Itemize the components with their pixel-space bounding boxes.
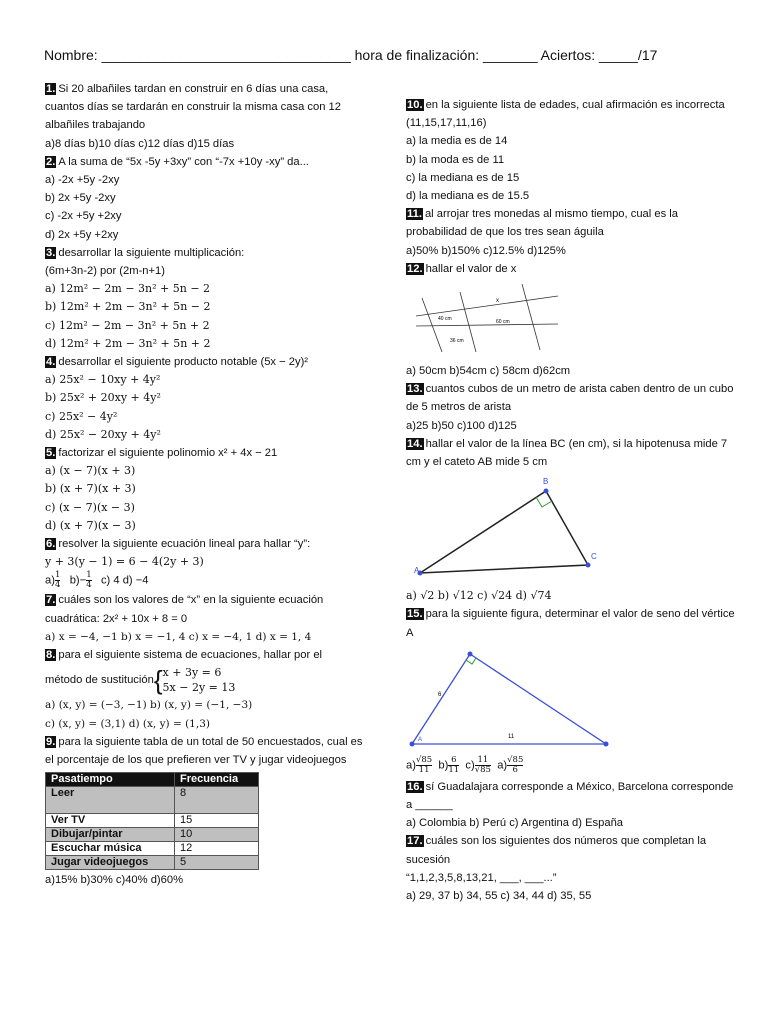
question-number: 1. xyxy=(46,83,56,95)
question-text-2: método de sustitución xyxy=(45,674,154,687)
option-b: b) 25x² + 20xy + 4y² xyxy=(45,391,161,405)
table-cell: Dibujar/pintar xyxy=(46,828,175,842)
question-number: 15. xyxy=(407,608,423,621)
option-c: c) 25x² − 4y² xyxy=(45,409,118,423)
options: a) Colombia b) Perú c) Argentina d) España xyxy=(406,817,624,830)
label-36cm: 36 cm xyxy=(450,338,464,345)
column-header: Frecuencia xyxy=(175,773,259,787)
question-10 xyxy=(406,96,736,132)
question-text: sí Guadalajara corresponde a México, Barcelona corresponde a ______ xyxy=(406,780,734,812)
denominator: 6 xyxy=(512,764,518,775)
numerator: √85 xyxy=(415,754,433,765)
triangle-figure xyxy=(408,644,618,754)
options: a) x = −4, −1 b) x = −1, 4 c) x = −4, 1 d) x = 1, 4 xyxy=(45,630,312,643)
option-a: a) 25x² − 10xy + 4y² xyxy=(45,373,161,387)
table-cell: 10 xyxy=(175,828,259,842)
survey-table xyxy=(45,772,259,870)
option-a: a) la media es de 14 xyxy=(406,135,508,148)
question-text: para el siguiente sistema de ecuaciones, hallar por el xyxy=(58,649,323,662)
option-b: b) 12m² + 2m − 3n² + 5n − 2 xyxy=(45,300,211,314)
options-ab: a) (x, y) = (−3, −1) b) (x, y) = (−1, −3) xyxy=(45,699,253,712)
options-cd: c) (x, y) = (3,1) d) (x, y) = (1,3) xyxy=(45,717,210,730)
question-17 xyxy=(406,832,736,868)
option-d: d) 2x +5y +2xy xyxy=(45,228,119,241)
question-text: cuantos cubos de un metro de arista caben dentro de un cubo de 5 metros de arista xyxy=(406,383,734,414)
question-7 xyxy=(45,591,367,627)
sequence: “1,1,2,3,5,8,13,21, ___, ___...” xyxy=(406,871,557,884)
option-c: c) -2x +5y +2xy xyxy=(45,210,122,223)
options-rest: c) 4 d) −4 xyxy=(100,574,149,587)
fraction xyxy=(448,756,459,775)
option-a-label: a) xyxy=(45,574,55,587)
question-text: desarrollar la siguiente multiplicación: xyxy=(58,246,245,259)
question-number: 13. xyxy=(407,383,423,396)
question-16 xyxy=(406,778,736,814)
numerator: 11 xyxy=(475,756,491,766)
table-cell: 5 xyxy=(175,856,259,870)
right-column xyxy=(406,96,736,905)
numerator: 6 xyxy=(448,756,459,766)
vertex-b-label: B xyxy=(543,477,549,487)
label-40cm: 40 cm xyxy=(438,316,452,323)
table-cell: 8 xyxy=(175,787,259,814)
question-number: 9. xyxy=(46,735,56,748)
table-row xyxy=(46,814,259,828)
question-3 xyxy=(45,244,367,262)
options: a)15% b)30% c)40% d)60% xyxy=(45,874,184,887)
question-number: 5. xyxy=(46,447,56,460)
question-number: 11. xyxy=(407,208,422,221)
option-a-label: a) xyxy=(406,759,416,772)
question-number: 16. xyxy=(407,780,423,793)
question-1 xyxy=(45,80,367,135)
question-text: al arrojar tres monedas al mismo tiempo, cual es la probabilidad de que los tres sean águila xyxy=(406,208,679,239)
option-d: d) 12m² + 2m − 3n² + 5n + 2 xyxy=(45,336,211,350)
option-c: c) 12m² − 2m − 3n² + 5n + 2 xyxy=(45,318,210,332)
label-x: x xyxy=(496,298,499,305)
option-c: c) (x − 7)(x − 3) xyxy=(45,500,135,514)
option-b-label: b)− xyxy=(69,574,87,587)
option-a: a) -2x +5y -2xy xyxy=(45,174,120,187)
question-number: 6. xyxy=(46,538,56,551)
question-number: 8. xyxy=(46,649,56,662)
question-number: 12. xyxy=(407,262,423,275)
question-15 xyxy=(406,605,736,641)
table-cell: Jugar videojuegos xyxy=(46,856,175,870)
question-number: 17. xyxy=(407,835,423,848)
table-row xyxy=(46,787,259,814)
options: a) √2 b) √12 c) √24 d) √74 xyxy=(406,589,552,603)
denominator: 4 xyxy=(54,580,61,591)
option-d: d) (x + 7)(x − 3) xyxy=(45,518,136,532)
question-8 xyxy=(45,646,367,664)
table-row xyxy=(46,856,259,870)
left-column xyxy=(45,80,367,889)
options: a) 50cm b)54cm c) 58cm d)62cm xyxy=(406,365,571,378)
question-text: Si 20 albañiles tardan en construir en 6 días una casa, cuantos días se tardarán en construir la misma casa con 12 albañiles trabajando xyxy=(45,83,341,132)
fraction xyxy=(507,756,523,775)
option-a: a) 12m² − 2m − 3n² + 5n − 2 xyxy=(45,282,211,296)
table-cell: 15 xyxy=(175,814,259,828)
denominator: 11 xyxy=(448,764,460,775)
fraction xyxy=(475,756,491,775)
question-11 xyxy=(406,205,736,241)
option-d: d) la mediana es de 15.5 xyxy=(406,190,530,203)
options xyxy=(45,571,367,591)
denominator: √85 xyxy=(474,764,491,775)
question-number: 7. xyxy=(46,594,56,607)
parallel-lines-figure xyxy=(412,284,562,356)
numerator: 1 xyxy=(86,570,92,581)
question-number: 3. xyxy=(46,246,56,259)
options: a)8 días b)10 días c)12 días d)15 días xyxy=(45,137,235,150)
side-6-label: 6 xyxy=(438,691,442,698)
option-d-label: a) xyxy=(497,759,508,772)
expression: (6m+3n-2) por (2m-n+1) xyxy=(45,265,165,278)
option-c-label: c) xyxy=(465,759,475,772)
question-text: factorizar el siguiente polinomio x² + 4x − 21 xyxy=(58,447,278,460)
header-line: Nombre: ________________________________ hora de finalización: _______ Aciertos: _____/17 xyxy=(44,47,658,63)
table-row xyxy=(46,828,259,842)
vertex-c-label: C xyxy=(591,552,597,562)
table-cell: Ver TV xyxy=(46,814,175,828)
question-2 xyxy=(45,153,367,171)
question-12 xyxy=(406,260,736,278)
question-14 xyxy=(406,435,736,471)
question-number: 2. xyxy=(46,155,56,168)
side-11-label: 11 xyxy=(508,733,515,740)
question-text: A la suma de “5x -5y +3xy” con “-7x +10y -xy” da... xyxy=(58,155,309,168)
question-6 xyxy=(45,535,367,553)
question-text: desarrollar el siguiente producto notable (5x − 2y)² xyxy=(58,356,309,369)
option-b: b) la moda es de 11 xyxy=(406,153,505,166)
numerator: 1 xyxy=(54,570,61,581)
equation: y + 3(y − 1) = 6 − 4(2y + 3) xyxy=(45,555,204,569)
table-cell: 12 xyxy=(175,842,259,856)
question-9 xyxy=(45,733,367,769)
question-text: cuáles son los valores de “x” en la siguiente ecuación cuadrática: 2x² + 10x + 8 = 0 xyxy=(45,594,324,625)
options xyxy=(406,756,736,778)
system-block xyxy=(45,664,367,696)
options: a)25 b)50 c)100 d)125 xyxy=(406,419,517,432)
numerator: √85 xyxy=(507,754,524,765)
equation-1: x + 3y = 6 xyxy=(162,666,222,680)
denominator: 11 xyxy=(418,764,430,775)
question-number: 4. xyxy=(46,356,56,369)
question-text: hallar el valor de la línea BC (en cm), si la hipotenusa mide 7 cm y el cateto AB mide 5 cm xyxy=(406,437,728,469)
fraction xyxy=(416,756,432,775)
question-5 xyxy=(45,444,367,462)
table-cell: Escuchar música xyxy=(46,842,175,856)
triangle-abc-figure xyxy=(410,473,610,585)
options: a) 29, 37 b) 34, 55 c) 34, 44 d) 35, 55 xyxy=(406,890,592,903)
fraction xyxy=(55,571,60,590)
option-b: b) 2x +5y -2xy xyxy=(45,192,116,205)
question-text: resolver la siguiente ecuación lineal para hallar “y”: xyxy=(58,538,311,551)
question-4 xyxy=(45,353,367,371)
option-b-label: b) xyxy=(438,759,449,772)
question-text: para la siguiente tabla de un total de 50 encuestados, cual es el porcentaje de los que prefieren ver TV y jugar videojuegos xyxy=(45,735,363,766)
fraction xyxy=(86,571,91,590)
question-number: 14. xyxy=(407,437,423,450)
question-13 xyxy=(406,380,736,416)
option-d: d) 25x² − 20xy + 4y² xyxy=(45,427,161,441)
question-number: 10. xyxy=(407,99,423,111)
column-header: Pasatiempo xyxy=(46,773,175,787)
question-text: para la siguiente figura, determinar el valor de seno del vértice A xyxy=(406,608,735,639)
question-text: hallar el valor de x xyxy=(425,262,517,275)
label-60cm: 60 cm xyxy=(496,319,510,326)
options: a)50% b)150% c)12.5% d)125% xyxy=(406,244,566,257)
table-row xyxy=(46,842,259,856)
equations xyxy=(163,665,236,695)
question-text: cuáles son los siguientes dos números que completan la sucesión xyxy=(406,835,707,866)
option-b: b) (x + 7)(x + 3) xyxy=(45,482,136,496)
option-c: c) la mediana es de 15 xyxy=(406,171,520,184)
brace: { xyxy=(153,665,163,696)
equation-2: 5x − 2y = 13 xyxy=(162,681,236,695)
denominator: 4 xyxy=(86,580,92,591)
vertex-a-label: A xyxy=(414,566,420,576)
vertex-a-label: A xyxy=(418,736,423,743)
table-cell: Leer xyxy=(46,787,175,814)
question-text: en la siguiente lista de edades, cual afirmación es incorrecta (11,15,17,11,16) xyxy=(406,99,725,130)
table-header xyxy=(46,773,259,787)
option-a: a) (x − 7)(x + 3) xyxy=(45,464,136,478)
